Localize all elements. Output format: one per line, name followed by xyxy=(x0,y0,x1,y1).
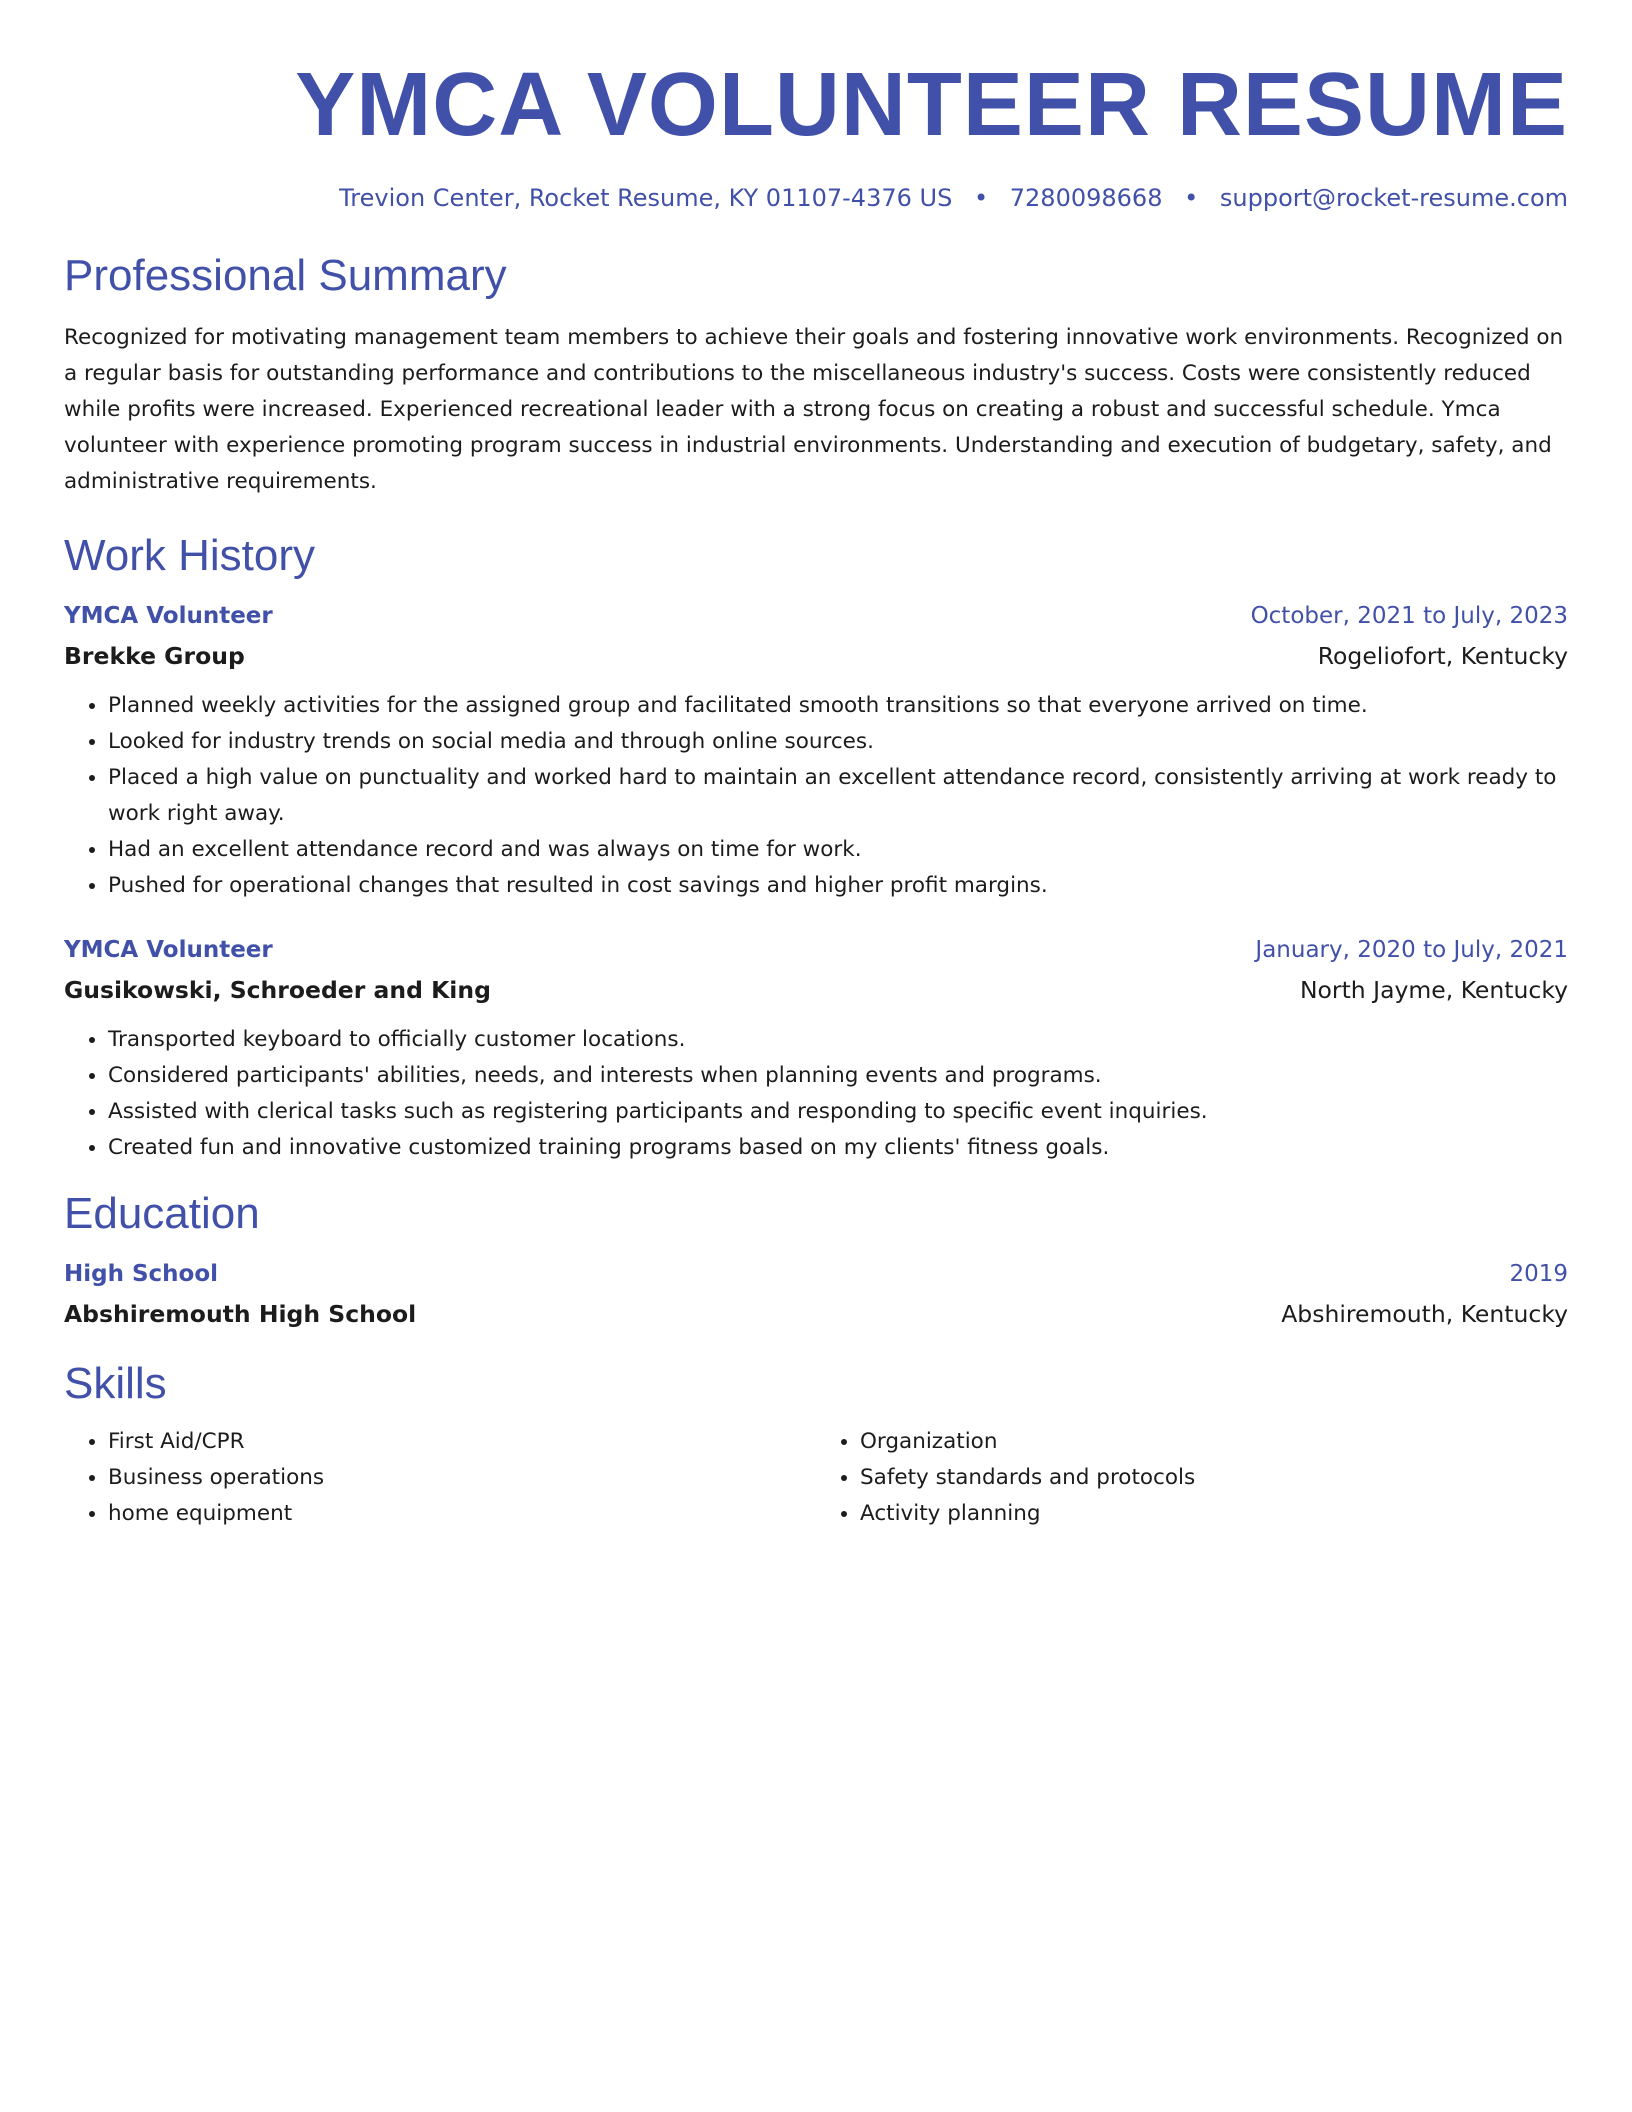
education-school: Abshiremouth High School xyxy=(64,1300,417,1328)
job-bullet: • Considered participants' abilities, needs, and interests when planning events and programs. xyxy=(108,1058,1568,1094)
job-header-row xyxy=(64,934,1568,966)
education-heading: Education xyxy=(64,1189,260,1238)
skills-section xyxy=(64,1358,1568,1532)
education-school-row xyxy=(64,1290,1568,1332)
job-location: North Jayme, Kentucky xyxy=(1299,976,1568,1004)
job-header-row xyxy=(64,600,1568,632)
work-history-heading: Work History xyxy=(64,531,315,580)
skill-item: • Business operations xyxy=(108,1460,816,1496)
contact-email: support@rocket-resume.com xyxy=(1219,184,1568,212)
resume-title: YMCA VOLUNTEER RESUME xyxy=(295,55,1568,155)
skill-item: • Activity planning xyxy=(860,1496,1568,1532)
education-year: 2019 xyxy=(1509,1261,1568,1287)
job-bullet: • Transported keyboard to officially customer locations. xyxy=(108,1022,1568,1058)
job-bullet: • Assisted with clerical tasks such as registering participants and responding to specific event inquiries. xyxy=(108,1094,1568,1130)
contact-separator: • xyxy=(1184,184,1199,212)
job-role: YMCA Volunteer xyxy=(64,603,273,629)
contact-address: Trevion Center, Rocket Resume, KY 01107-4376 US xyxy=(339,184,953,212)
education-entry xyxy=(64,1258,1568,1332)
job-entry xyxy=(64,934,1568,1166)
summary-section xyxy=(64,250,1568,500)
skill-item: • First Aid/CPR xyxy=(108,1424,816,1460)
work-history-section xyxy=(64,530,1568,1166)
job-dates: January, 2020 to July, 2021 xyxy=(1255,937,1568,963)
resume-header xyxy=(64,0,1568,214)
contact-phone: 7280098668 xyxy=(1009,184,1163,212)
skills-heading: Skills xyxy=(64,1359,167,1408)
skill-item: • Safety standards and protocols xyxy=(860,1460,1568,1496)
job-bullets xyxy=(64,1022,1568,1166)
job-location: Rogeliofort, Kentucky xyxy=(1317,642,1568,670)
job-bullets xyxy=(64,688,1568,904)
job-bullet: • Created fun and innovative customized training programs based on my clients' fitness goals. xyxy=(108,1130,1568,1166)
job-bullet: • Planned weekly activities for the assigned group and facilitated smooth transitions so that everyone arrived on time. xyxy=(108,688,1568,724)
education-degree: High School xyxy=(64,1261,219,1287)
contact-line xyxy=(64,182,1568,214)
job-entry xyxy=(64,600,1568,904)
job-bullet: • Placed a high value on punctuality and worked hard to maintain an excellent attendance record, consistently arriving at work ready to work right away. xyxy=(108,760,1568,832)
skill-item: • Organization xyxy=(860,1424,1568,1460)
skills-list-right xyxy=(816,1424,1568,1532)
skills-columns xyxy=(64,1424,1568,1532)
education-section xyxy=(64,1188,1568,1332)
summary-text: Recognized for motivating management team members to achieve their goals and fostering innovative work environments. Recognized on a regular basis for outstanding performance and contributions to the miscellaneous industry's success. Costs were consistently reduced while profits were increased. Experienced recreational leader with a strong focus on creating a robust and successful schedule. Ymca volunteer with experience promoting program success in industrial environments. Understanding and execution of budgetary, safety, and administrative requirements. xyxy=(64,325,1564,494)
education-header-row xyxy=(64,1258,1568,1290)
job-company-row xyxy=(64,966,1568,1008)
job-bullet: • Looked for industry trends on social media and through online sources. xyxy=(108,724,1568,760)
job-dates: October, 2021 to July, 2023 xyxy=(1250,603,1568,629)
contact-separator: • xyxy=(973,184,989,212)
job-company: Brekke Group xyxy=(64,642,245,670)
job-bullet: • Pushed for operational changes that resulted in cost savings and higher profit margins. xyxy=(108,868,1568,904)
job-company: Gusikowski, Schroeder and King xyxy=(64,976,491,1004)
job-bullet: • Had an excellent attendance record and was always on time for work. xyxy=(108,832,1568,868)
education-location: Abshiremouth, Kentucky xyxy=(1281,1300,1568,1328)
summary-heading: Professional Summary xyxy=(64,251,507,300)
skill-item: • home equipment xyxy=(108,1496,816,1532)
job-role: YMCA Volunteer xyxy=(64,937,273,963)
job-company-row xyxy=(64,632,1568,674)
skills-list-left xyxy=(64,1424,816,1532)
